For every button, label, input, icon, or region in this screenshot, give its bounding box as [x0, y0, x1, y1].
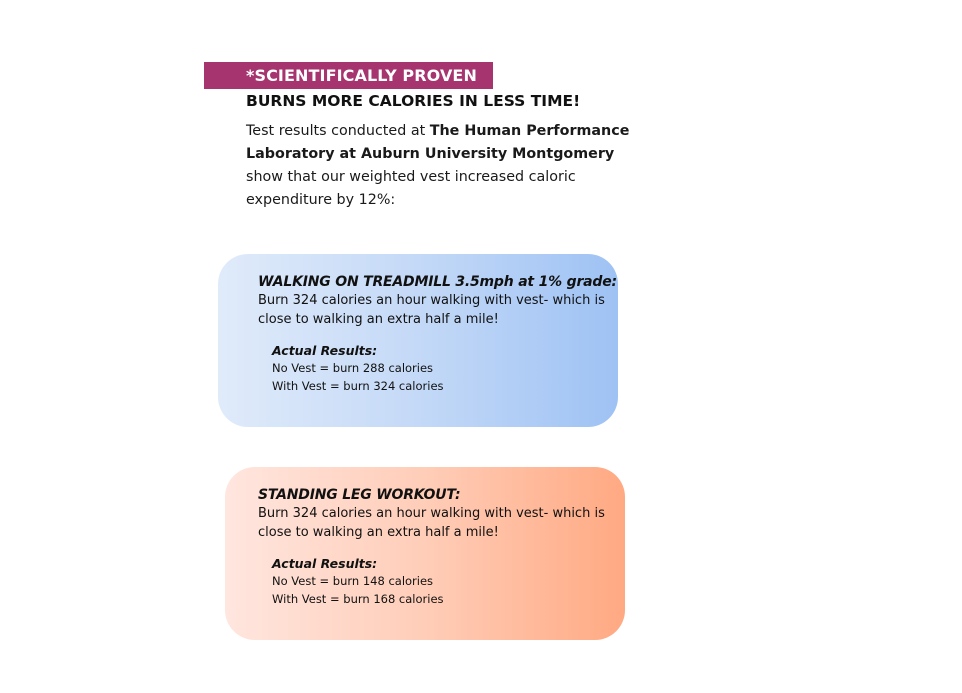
lab-name: The Human Performance Laboratory at Auburn University Montgomery [246, 123, 630, 162]
results-title: Actual Results: [272, 343, 378, 358]
treadmill-results-card [218, 254, 618, 427]
intro-suffix: show that our weighted vest increased caloric expenditure by 12%: [246, 169, 576, 208]
card-title: WALKING ON TREADMILL 3.5mph at 1% grade: [258, 274, 617, 290]
badge-label: *SCIENTIFICALLY PROVEN [246, 66, 477, 85]
with-vest-result: With Vest = burn 168 calories [272, 591, 444, 606]
leg-workout-results-card [225, 467, 625, 640]
card-description: Burn 324 calories an hour walking with vest- which is close to walking an extra half a mile! [258, 506, 605, 540]
no-vest-result: No Vest = burn 288 calories [272, 361, 434, 375]
no-vest-result: No Vest = burn 148 calories [272, 574, 434, 588]
headline: BURNS MORE CALORIES IN LESS TIME! [246, 92, 581, 110]
card-description: Burn 324 calories an hour walking with vest- which is close to walking an extra half a mile! [258, 293, 605, 327]
results-title: Actual Results: [272, 556, 378, 571]
actual-results [272, 555, 625, 608]
intro-prefix: Test results conducted at [246, 123, 430, 139]
intro-paragraph [246, 120, 636, 212]
with-vest-result: With Vest = burn 324 calories [272, 378, 444, 393]
actual-results [272, 342, 618, 395]
card-title: STANDING LEG WORKOUT: [258, 487, 461, 503]
scientifically-proven-badge [204, 62, 493, 89]
